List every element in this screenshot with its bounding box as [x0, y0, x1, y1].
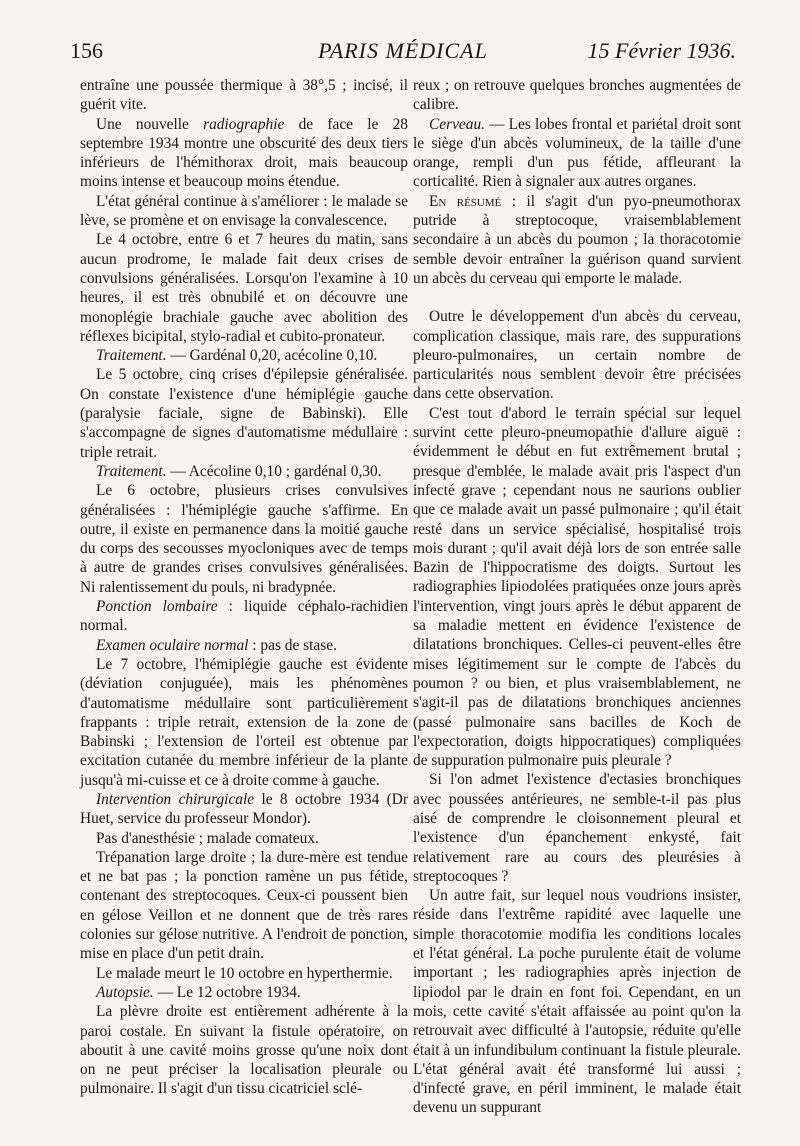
paragraph: reux ; on retrouve quelques bronches augmentées de calibre.	[413, 77, 741, 114]
left-column	[80, 76, 408, 1099]
paragraph: L'état général continue à s'améliorer : le malade se lève, se promène et on envisage la convalescence.	[80, 192, 408, 230]
paragraph: Une nouvelle radiographie de face le 28 septembre 1934 montre une obscurité des deux tiers inférieurs de l'hémithorax droit, mais beaucoup moins intense et beaucoup moins étendue.	[80, 115, 408, 191]
paragraph: Un autre fait, sur lequel nous voudrions insister, réside dans l'extrême rapidité avec laquelle une simple thoracotomie modifia les conditions locales et l'état général. La poche purulente était de volume important ; les radiographies après injection de lipiodol par le drain en font foi. Cependant, en un mois, cette cavité s'était affaissée au point qu'on la retrouvait avec difficulté à l'autopsie, réduite qu'elle était à un infundibulum continuant la fistule pleurale. L'état général avait été transformé lui aussi ; d'infecté grave, en péril imminent, le malade était devenu un suppurant	[413, 887, 741, 1117]
issue-date: 15 Février 1936.	[587, 38, 736, 63]
paragraph: C'est tout d'abord le terrain spécial sur lequel survint cette pleuro-pneumopathie d'allure aiguë : évidemment le début en fut extrêmement brutal ; presque d'emblée, le malade avait pris l'aspect d'un infecté grave ; cependant nous ne saurions oublier que ce malade avait un passé pulmonaire ; qu'il était resté dans un service spécialisé, hospitalisé trois mois durant ; qu'il avait déjà lors de son entrée salle Bazin de l'hippocratisme des doigts. Surtout les radiographies lipiodolées pratiquées onze jours après l'intervention, vingt jours après le début apparent de sa maladie mettent en évidence l'existence de dilatations bronchiques. Celles-ci peuvent-elles être mises légitimement sur le compte de l'abcès du poumon ? ou bien, et plus vraisemblablement, ne s'agit-il pas de dilatations bronchiques anciennes (passé pulmonaire sans bacilles de Koch de l'expectoration, doigts hippocratiques) compliquées de suppuration pulmonaire puis pleurale ?	[413, 404, 741, 770]
paragraph: entraîne une poussée thermique à 38°,5 ; incisé, il guérit vite.	[80, 77, 408, 114]
journal-title: PARIS MÉDICAL	[318, 38, 488, 63]
paragraph: La plèvre droite est entièrement adhérente à la paroi costale. En suivant la fistule opératoire, on aboutit à une cavité moins grosse qu'une noix dont on ne peut préciser la localisation pleurale ou pulmonaire. Il s'agit d'un tissu cicatriciel sclé-	[80, 1003, 408, 1098]
paragraph: Ponction lombaire : liquide céphalo-rachidien normal.	[80, 598, 408, 635]
paragraph: Le malade meurt le 10 octobre en hyperthermie.	[96, 964, 393, 982]
paragraph: Le 6 octobre, plusieurs crises convulsives généralisées : l'hémiplégie gauche s'affirme. En outre, il existe en permanence dans la moitié gauche du corps des secousses myocloniques avec de temps à autre de grandes crises convulsives généralisées. Ni ralentissement du pouls, ni bradypnée.	[80, 482, 408, 596]
paragraph: Examen oculaire normal : pas de stase.	[96, 636, 337, 654]
paragraph: Le 5 octobre, cinq crises d'épilepsie généralisée. On constate l'existence d'une hémiplégie gauche (paralysie faciale, signe de Babinski). Elle s'accompagne de signes d'automatisme médullaire : triple retrait.	[80, 366, 408, 461]
paragraph: Trépanation large droite ; la dure-mère est tendue et ne bat pas ; la ponction ramène un pus fétide, contenant des streptocoques. Ceux-ci poussent bien en gélose Veillon et ne donnent que de très rares colonies sur gélose nutritive. A l'endroit de ponction, mise en place d'un petit drain.	[80, 848, 408, 963]
paragraph: Traitement. — Acécoline 0,10 ; gardénal 0,30.	[96, 462, 382, 480]
paragraph: Outre le développement d'un abcès du cerveau, complication classique, mais rare, des suppurations pleuro-pulmonaires, un certain nombre de particularités nous semblent devoir être précisées dans cette observation.	[413, 308, 741, 403]
paragraph: Si l'on admet l'existence d'ectasies bronchiques avec poussées antérieures, ne semble-t-il pas plus aisé de comprendre le cloisonnement pleural et l'existence d'un épanchement enkysté, fait relativement rare au cours des pleurésies à streptocoques ?	[413, 771, 741, 885]
running-header	[70, 38, 736, 72]
paragraph: Le 7 octobre, l'hémiplégie gauche est évidente (déviation conjuguée), mais les phénomènes d'automatisme médullaire sont particulièrement frappants : triple retrait, extension de la zone de Babinski ; l'extension de l'orteil est obtenue par excitation cutanée du membre inférieur de la plante jusqu'à mi-cuisse et ce à droite comme à gauche.	[80, 655, 408, 789]
paragraph: Le 4 octobre, entre 6 et 7 heures du matin, sans aucun prodrome, le malade fait deux crises de convulsions généralisées. Lorsqu'on l'examine à 10 heures, il est très obnubilé et on découvre une monoplégie brachiale gauche avec abolition des réflexes bicipital, stylo-radial et cubito-pronateur.	[80, 231, 408, 345]
paragraph: Pas d'anesthésie ; malade comateux.	[96, 829, 319, 847]
paragraph: Autopsie. — Le 12 octobre 1934.	[96, 983, 301, 1001]
paragraph: Cerveau. — Les lobes frontal et pariétal droit sont le siège d'un abcès volumineux, de la taille d'une orange, rempli d'un pus fétide, affleurant la corticalité. Rien à signaler aux autres organes.	[413, 115, 741, 191]
right-column	[413, 76, 741, 1118]
paragraph: Intervention chirurgicale le 8 octobre 1934 (Dr Huet, service du professeur Mondor).	[80, 790, 408, 828]
paragraph: Traitement. — Gardénal 0,20, acécoline 0,10.	[96, 347, 378, 365]
paragraph: En résumé : il s'agit d'un pyo-pneumothorax putride à streptocoque, vraisemblablement secondaire à un abcès du poumon ; la thoracotomie semble devoir entraîner la guérison quand survient un abcès du cerveau qui emporte le malade.	[413, 192, 742, 287]
page-number: 156	[70, 38, 103, 63]
